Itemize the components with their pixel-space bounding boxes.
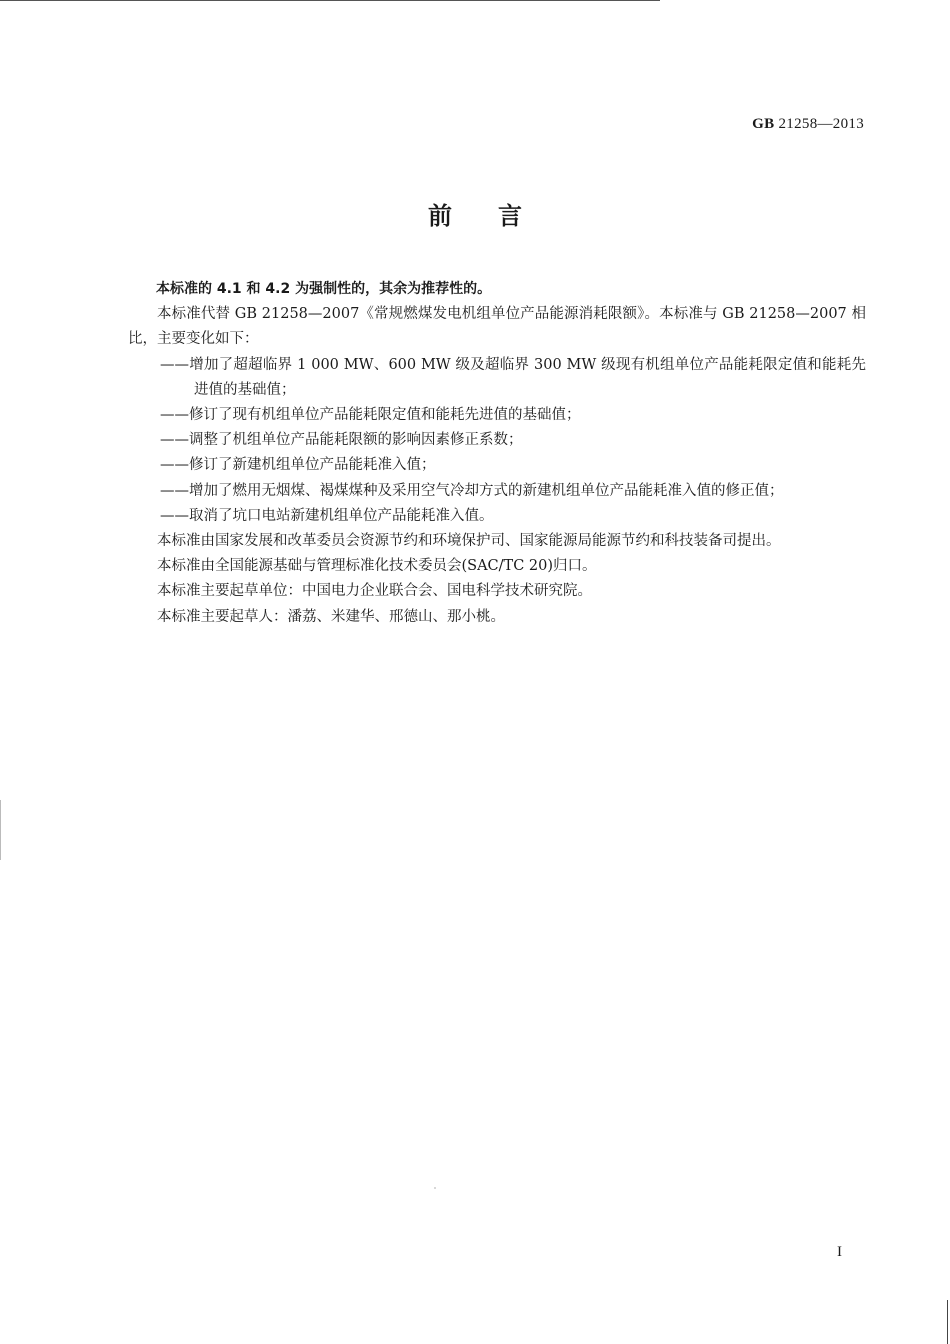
change-list-item: ——修订了现有机组单位产品能耗限定值和能耗先进值的基础值；: [160, 407, 581, 424]
change-list-item: ——调整了机组单位产品能耗限额的影响因素修正系数；: [160, 432, 523, 449]
proposed-by-paragraph: 本标准由国家发展和改革委员会资源节约和环境保护司、国家能源局能源节约和科技装备司提出。: [157, 533, 781, 550]
standard-number: [752, 116, 864, 133]
scan-edge-line: [0, 800, 1, 860]
page-title: 前言: [428, 202, 568, 230]
replacement-paragraph: 本标准代替 GB 21258—2007《常规燃煤发电机组单位产品能源消耗限额》。本标准与 GB 21258—2007 相比，主要变化如下：: [128, 306, 866, 348]
change-list-item: ——修订了新建机组单位产品能耗准入值；: [160, 457, 436, 474]
standard-prefix: GB: [752, 116, 775, 132]
change-list-item: ——增加了超超临界 1 000 MW、600 MW 级及超临界 300 MW 级现有机组单位产品能耗限定值和能耗先进值的基础值；: [160, 356, 866, 398]
change-list-item: ——取消了坑口电站新建机组单位产品能耗准入值。: [160, 507, 494, 524]
foreword-body: [128, 277, 866, 630]
standard-code: 21258—2013: [778, 116, 864, 132]
scan-edge-line: [0, 0, 660, 1]
page-number: I: [837, 1244, 842, 1260]
scan-speck: [434, 1187, 436, 1189]
drafting-units-paragraph: 本标准主要起草单位：中国电力企业联合会、国电科学技术研究院。: [157, 583, 592, 600]
scan-edge-line: [947, 1300, 948, 1344]
drafters-paragraph: 本标准主要起草人：潘荔、米建华、邢德山、那小桃。: [157, 608, 505, 625]
change-list-item: ——增加了燃用无烟煤、褐煤煤种及采用空气冷却方式的新建机组单位产品能耗准入值的修正值；: [160, 482, 784, 499]
centralized-by-paragraph: 本标准由全国能源基础与管理标准化技术委员会(SAC/TC 20)归口。: [157, 558, 597, 575]
mandatory-clause-paragraph: 本标准的 4.1 和 4.2 为强制性的，其余为推荐性的。: [156, 281, 492, 297]
